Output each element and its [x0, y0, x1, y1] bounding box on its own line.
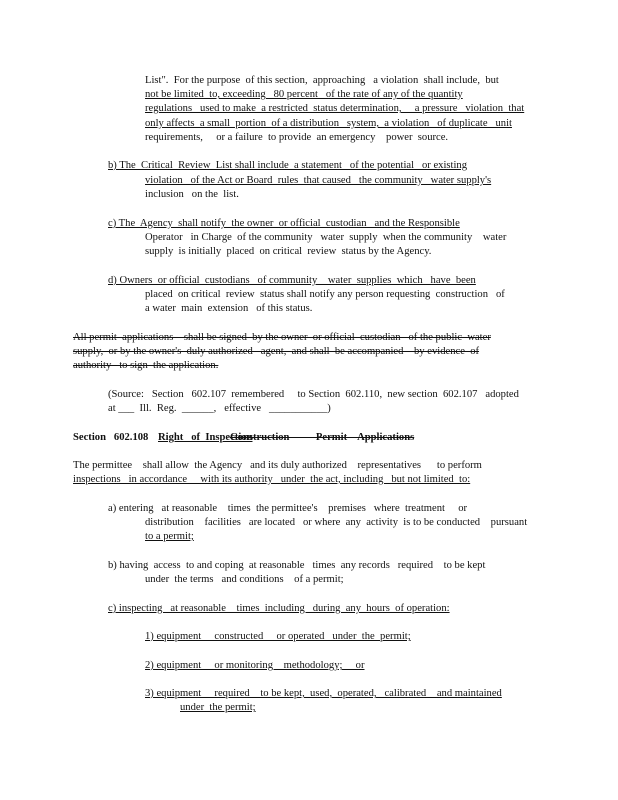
item-a-line-3: to a permit; — [145, 531, 194, 542]
line-1: List". For the purpose of this section, approaching a violation shall include, but — [145, 75, 499, 86]
struck-line-1: All permit applications shall be signed by the owner or official custodian of the public water — [73, 332, 491, 343]
para-line-1: The permittee shall allow the Agency and its duly authorized representatives to perform — [73, 460, 482, 471]
item-b2-line-2: under the terms and conditions of a permit; — [145, 574, 344, 585]
item-a-line-2: distribution facilities are located or where any activity is to be conducted pursuant — [145, 517, 528, 528]
item-c2-line-1: c) inspecting at reasonable times including during any hours of operation: — [108, 603, 450, 614]
subitem-1: 1) equipment constructed or operated under the permit; — [145, 631, 411, 642]
line-5: requirements, or a failure to provide an emergency power source. — [145, 132, 449, 143]
subitem-2: 2) equipment or monitoring methodology; or — [145, 660, 365, 671]
item-c-line-3: supply is initially placed on critical review status by the Agency. — [145, 246, 432, 257]
line-4: only affects a small portion of a distribution system, a violation of duplicate unit — [145, 118, 512, 129]
subitem-3-line-2: under the permit; — [180, 702, 256, 713]
item-b-line-3: inclusion on the list. — [145, 189, 239, 200]
item-a-line-1: a) entering at reasonable times the permittee's premises where treatment or — [108, 503, 468, 514]
subitem-3-line-1: 3) equipment required to be kept, used, operated, calibrated and maintained — [145, 688, 502, 699]
item-d-line-2: placed on critical review status shall notify any person requesting construction of — [145, 289, 505, 300]
item-c-line-1: c) The Agency shall notify the owner or official custodian and the Responsible — [108, 218, 460, 229]
section-title-struck: Construction Permit Applications — [230, 432, 415, 443]
item-b2-line-1: b) having access to and coping at reasonable times any records required to be kept — [108, 560, 486, 571]
item-b-line-1: b) The Critical Review List shall include a statement of the potential or existing — [108, 160, 468, 171]
line-3: regulations used to make a restricted status determination, a pressure violation that — [145, 103, 525, 114]
struck-line-3: authority to sign the application. — [73, 360, 219, 371]
item-d-line-1: d) Owners or official custodians of community water supplies which have been — [108, 275, 476, 286]
struck-line-2: supply, or by the owner's duly authorized agent, and shall be accompanied by evidence of — [73, 346, 480, 357]
item-c-line-2: Operator in Charge of the community water supply when the community water — [145, 232, 507, 243]
section-number: Section 602.108 — [73, 432, 149, 443]
para-line-2: inspections in accordance with its authority under the act, including but not limited to: — [73, 474, 471, 485]
source-line-2: at ___ Ill. Reg. ______, effective ___________) — [108, 403, 331, 414]
line-2: not be limited to, exceeding 80 percent of the rate of any of the quantity — [145, 89, 463, 100]
item-b-line-2: violation of the Act or Board rules that caused the community water supply's — [145, 175, 492, 186]
item-d-line-3: a water main extension of this status. — [145, 303, 313, 314]
source-line-1: (Source: Section 602.107 remembered to Section 602.110, new section 602.107 adopted — [108, 389, 519, 400]
section-title: Right of Inspection — [158, 432, 253, 443]
